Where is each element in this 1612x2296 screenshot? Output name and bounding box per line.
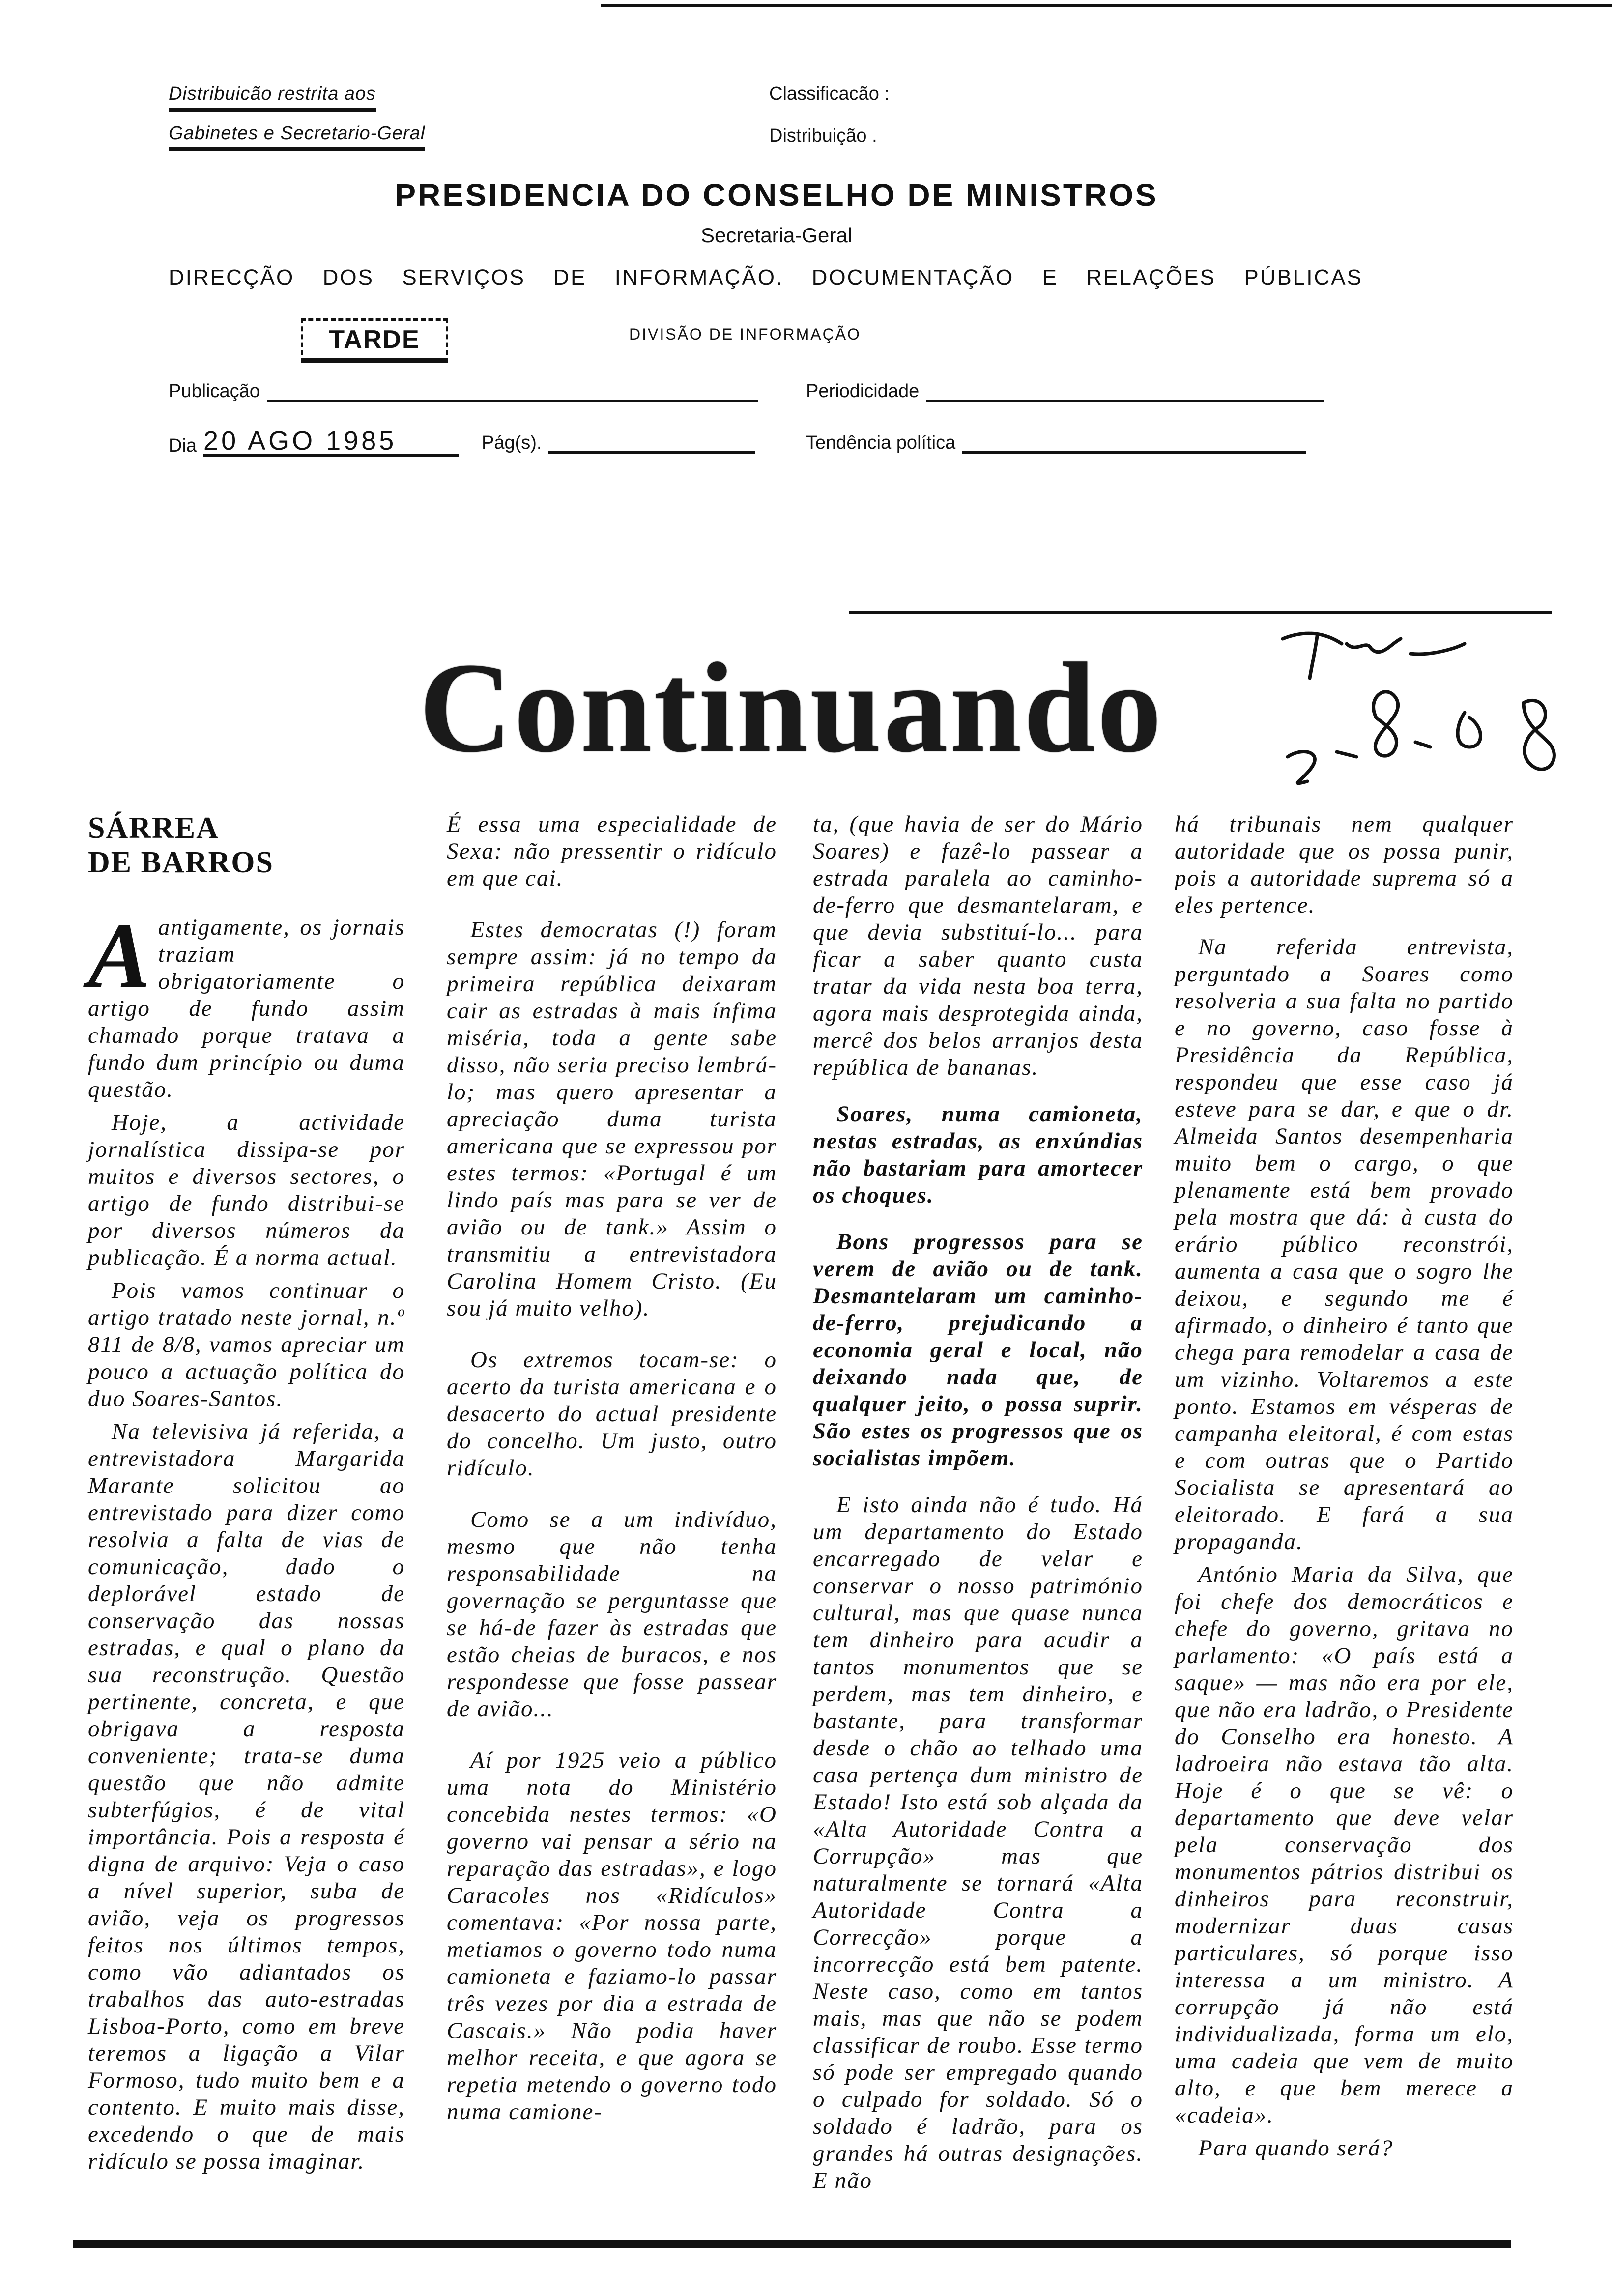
article-masthead: Continuando — [419, 636, 1164, 779]
article-column-2 — [447, 811, 777, 2131]
direccao-word: SERVIÇOS — [402, 265, 525, 289]
paragraph: António Maria da Silva, que foi chefe dos democráticos e chefe do governo, gritava no parlamento: «O país está a saque» — mas não era por ele, que não era ladrão, o Presidente do Conselho era honesto. A ladroeira não estava tão alta. Hoje é o que se vê: o departamento que deve velar pela conservação dos monumentos pátrios distribui os dinheiros para reconstruir, modernizar duas casas particulares, só porque isso interessa a um ministro. A corrupção já não está individualizada, forma um elo, uma cadeia que vem de muito alto, e que bem merece a «cadeia». — [1175, 1562, 1514, 2128]
tarde-stamp: TARDE — [301, 318, 448, 363]
tendencia-field — [806, 432, 1306, 454]
direccao-word: DOS — [322, 265, 374, 289]
direccao-word: DIRECÇÃO — [169, 265, 295, 289]
direccao-word: PÚBLICAS — [1244, 265, 1363, 289]
publicacao-field — [169, 381, 758, 402]
dia-date-stamp: 20 AGO 1985 — [203, 428, 459, 457]
direccao-word: RELAÇÕES — [1086, 265, 1216, 289]
paragraph: antigamente, os jornais traziam obrigatoriamente o artigo de fundo assim chamado porque tratava a fundo dum princípio ou duma questão. — [88, 915, 405, 1102]
periodicidade-field — [806, 381, 1324, 402]
article-column-4 — [1175, 811, 1514, 2168]
top-border-line — [601, 4, 1612, 7]
article-column-3 — [813, 811, 1143, 2200]
paginas-line — [548, 436, 755, 454]
restricted-distribution-line1: Distribuicão restrita aos — [169, 84, 376, 112]
paragraph: Hoje, a actividade jornalística dissipa-se por muitos e diversos sectores, o artigo de fundo distribui-se por diversos números da publicação. É a norma actual. — [88, 1110, 405, 1270]
paragraph: Bons progressos para se verem de avião ou de tank. Desmantelaram um caminho-de-ferro, prejudicando a economia geral e local, não deixando nada que, de qualquer jeito, o possa suprir. São estes os progressos que os socialistas impõem. — [813, 1229, 1143, 1471]
distribuicao-label: Distribuição . — [769, 125, 877, 146]
paragraph: há tribunais nem qualquer autoridade que os possa punir, pois a autoridade suprema só a eles pertence. — [1175, 811, 1514, 918]
dia-field — [169, 428, 459, 457]
paginas-label: Pág(s). — [482, 432, 542, 453]
periodicidade-line — [926, 385, 1324, 402]
article-column-1 — [88, 811, 405, 2181]
paragraph: Estes democratas (!) foram sempre assim: já no tempo da primeira república deixaram cair as estradas à mais ínfima miséria, toda a gente sabe disso, não seria preciso lembrá-lo; mas quero apresentar a apreciação duma turista americana que se expressou por estes termos: «Portugal é um lindo país mas para se ver de avião ou de tank.» Assim o transmitiu a entrevistadora Carolina Homem Cristo. (Eu sou já muito velho). — [447, 917, 777, 1321]
paragraph: É essa uma especialidade de Sexa: não pressentir o ridículo em que cai. — [447, 811, 777, 891]
classificacao-label: Classificacão : — [769, 84, 890, 104]
paragraph: Como se a um indivíduo, mesmo que não tenha responsabilidade na governação se perguntasse que se há-de fazer às estradas que estão cheias de buracos, e nos respondesse que fosse passear de avião... — [447, 1507, 777, 1722]
bottom-rule — [73, 2240, 1511, 2248]
author-line: SÁRREA — [88, 811, 219, 845]
paragraph: Soares, numa camioneta, nestas estradas, as enxúndias não bastariam para amortecer os choques. — [813, 1101, 1143, 1208]
author-line: DE BARROS — [88, 846, 274, 879]
publicacao-label: Publicação — [169, 381, 260, 402]
direccao-word: DE — [553, 265, 587, 289]
direccao-word: E — [1042, 265, 1058, 289]
handwritten-note — [1268, 609, 1573, 816]
direccao-word: DOCUMENTAÇÃO — [811, 265, 1014, 289]
document-subtitle: Secretaria-Geral — [700, 224, 853, 247]
author-name — [88, 811, 405, 880]
drop-cap: A — [88, 904, 151, 1007]
document-title: PRESIDENCIA DO CONSELHO DE MINISTROS — [395, 177, 1158, 213]
paragraph: ta, (que havia de ser do Mário Soares) e fazê-lo passear a estrada paralela ao caminho-de-ferro que desmantelaram, e que devia substituí-lo... para ficar a saber quanto custa tratar da vida nesta boa terra, agora mais desprotegida ainda, mercê dos belos arranjos desta república de bananas. — [813, 811, 1143, 1080]
paragraph: E isto ainda não é tudo. Há um departamento do Estado encarregado de velar e conservar o nosso património cultural, mas que quase nunca tem dinheiro para acudir a tantos monumentos que se perdem, mas tem dinheiro, e bastante, para transformar desde o chão ao telhado uma casa pertença dum ministro de Estado! Isto está sob alçada da «Alta Autoridade Contra a Corrupção» mas que naturalmente se tornará «Alta Autoridade Contra a Correcção» porque a incorrecção está bem patente. Neste caso, como em tantos mais, mas que não se podem classificar de roubo. Esse termo só pode ser empregado quando o culpado for soldado. Só o soldado é ladrão, para os grandes há outras designações. E não — [813, 1492, 1143, 2193]
paragraph: Pois vamos continuar o artigo tratado neste jornal, n.º 811 de 8/8, vamos apreciar um pouco a actuação política do duo Soares-Santos. — [88, 1278, 405, 1411]
tendencia-label: Tendência política — [806, 432, 956, 453]
paragraph: Na televisiva já referida, a entrevistadora Margarida Marante solicitou ao entrevistado para dizer como resolvia a falta de vias de comunicação, dado o deplorável estado de conservação das nossas estradas, e qual o plano da sua reconstrução. Questão pertinente, concreta, e que obrigava a resposta conveniente; trata-se duma questão que não admite subterfúgios, é de vital importância. Pois a resposta é digna de arquivo: Veja o caso a nível superior, suba de avião, veja os progressos feitos nos últimos tempos, como vão adiantados os trabalhos das auto-estradas Lisboa-Porto, como em breve teremos a ligação a Vilar Formoso, tudo muito bem e a contento. E muito mais disse, excedendo o que de mais ridículo se possa imaginar. — [88, 1419, 405, 2174]
paragraph: Para quando será? — [1198, 2135, 1393, 2161]
restricted-distribution-line2: Gabinetes e Secretario-Geral — [169, 123, 425, 151]
dia-label: Dia — [169, 435, 197, 456]
paragraph: Aí por 1925 veio a público uma nota do Ministério concebida nestes termos: «O governo vai pensar a sério na reparação das estradas», e logo Caracoles nos «Ridículos» comentava: «Por nossa parte, metiamos o governo todo numa camioneta e faziamo-lo passar três vezes por dia a estrada de Cascais.» Não podia haver melhor receita, e que agora se repetia metendo o governo todo numa camione- — [447, 1748, 777, 2124]
periodicidade-label: Periodicidade — [806, 381, 920, 402]
paragraph: Na referida entrevista, perguntado a Soares como resolveria a sua falta no partido e no governo, caso fosse à Presidência da República, respondeu que esse caso já esteve para se dar, e que o dr. Almeida Santos desempenharia muito bem o cargo, o que plenamente está bem provado pela mostra que dá: à custa do erário público reconstrói, aumenta a casa que o sogro lhe deixou, e segundo me é afirmado, o dinheiro é tanto que chega para remodelar a casa de um vizinho. Voltaremos a este ponto. Estamos em vésperas de campanha eleitoral, é com estas e com outras que o Partido Socialista se apresentará ao eleitorado. E fará a sua propaganda. — [1175, 934, 1514, 1554]
paginas-field — [482, 432, 755, 454]
direccao-heading — [169, 265, 1363, 290]
divisao-label: DIVISÃO DE INFORMAÇÃO — [629, 325, 861, 343]
paragraph: Os extremos tocam-se: o acerto da turista americana e o desacerto do actual presidente do concelho. Um justo, outro ridículo. — [447, 1347, 777, 1481]
tendencia-line — [962, 436, 1306, 454]
publicacao-line — [267, 385, 758, 402]
direccao-word: INFORMAÇÃO. — [614, 265, 784, 289]
